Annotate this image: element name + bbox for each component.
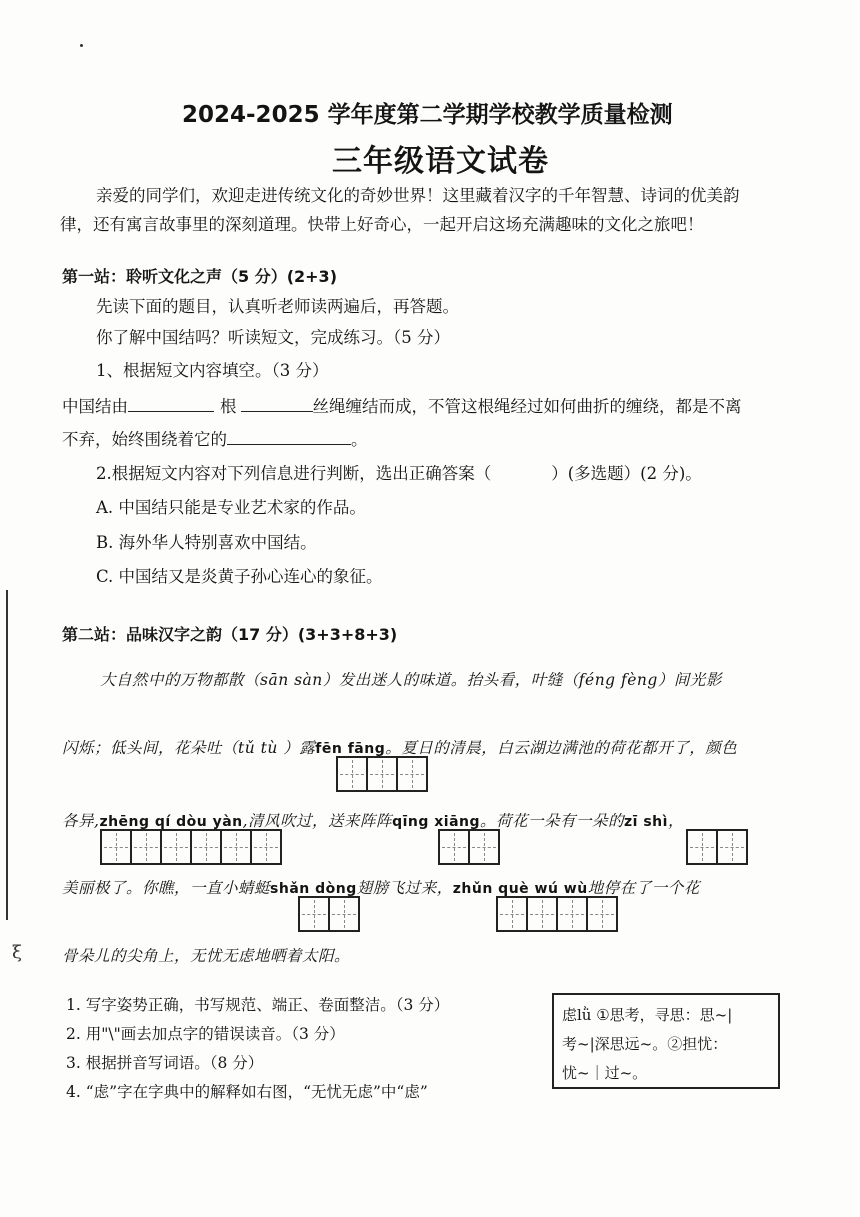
char-box[interactable] bbox=[328, 896, 360, 932]
exam-subtitle: 三年级语文试卷 bbox=[332, 144, 549, 179]
exam-title: 2024-2025 学年度第二学期学校教学质量检测 bbox=[182, 102, 673, 128]
char-box[interactable] bbox=[366, 756, 398, 792]
char-box[interactable] bbox=[716, 829, 748, 865]
pinyin-zhengqidouyan: zhēng qí dòu yàn bbox=[99, 814, 243, 830]
s2-question-3: 3. 根据拼音写词语。（8 分） bbox=[66, 1054, 264, 1072]
boxes-zhunquewuwu[interactable] bbox=[496, 896, 618, 932]
intro-line-1: 亲爱的同学们，欢迎走进传统文化的奇妙世界！这里藏着汉字的千年智慧、诗词的优美韵 bbox=[96, 186, 740, 205]
boxes-zhengqidouyan[interactable] bbox=[100, 829, 282, 865]
char-box[interactable] bbox=[100, 829, 132, 865]
option-a: A. 中国结只能是专业艺术家的作品。 bbox=[96, 498, 366, 517]
passage-4b: 翅膀飞过来， bbox=[356, 879, 453, 897]
passage-3d: ， bbox=[667, 812, 684, 830]
passage-line-5: 骨朵儿的尖角上，无忧无虑地晒着太阳。 bbox=[62, 947, 351, 965]
section1-heading: 第一站：聆听文化之声（5 分）(2+3) bbox=[62, 267, 338, 286]
q1-text-d: 不弃，始终围绕着它的 bbox=[62, 430, 227, 449]
section1-prompt: 你了解中国结吗？听读短文，完成练习。（5 分） bbox=[96, 328, 450, 347]
q1-line-1 bbox=[62, 393, 742, 417]
passage-line-2 bbox=[62, 736, 737, 758]
passage-3a: 各异, bbox=[62, 812, 100, 830]
char-box[interactable] bbox=[556, 896, 588, 932]
dict-line-1: 虑lǜ ①思考，寻思：思~| bbox=[562, 1006, 733, 1024]
s2-question-4: 4. “虑”字在字典中的解释如右图，“无忧无虑”中“虑” bbox=[66, 1083, 428, 1101]
q1-title: 1、根据短文内容填空。（3 分） bbox=[96, 361, 329, 380]
scan-dot bbox=[80, 44, 83, 47]
passage-line-1: 大自然中的万物都散（sān sàn）发出迷人的味道。抬头看，叶缝（féng fèng）间光影 bbox=[100, 671, 722, 689]
char-box[interactable] bbox=[686, 829, 718, 865]
blank-color[interactable] bbox=[241, 395, 313, 412]
boxes-shandong[interactable] bbox=[298, 896, 360, 932]
char-box[interactable] bbox=[160, 829, 192, 865]
boxes-qingxiang[interactable] bbox=[438, 829, 500, 865]
passage-2b: 。夏日的清晨，白云湖边满池的荷花都开了，颜色 bbox=[385, 739, 738, 757]
dict-line-2: 考~|深思远~。②担忧： bbox=[562, 1035, 728, 1053]
option-c: C. 中国结又是炎黄子孙心连心的象征。 bbox=[96, 567, 383, 586]
dictionary-box bbox=[552, 993, 780, 1089]
passage-line-3 bbox=[62, 809, 684, 831]
section1-instruction: 先读下面的题目，认真听老师读两遍后，再答题。 bbox=[96, 297, 459, 316]
char-box[interactable] bbox=[130, 829, 162, 865]
passage-2a: 闪烁；低头间，花朵吐（tǔ tù ）露 bbox=[62, 739, 316, 757]
passage-4c: 地停在了一个花 bbox=[587, 879, 700, 897]
pinyin-shandong: shǎn dòng bbox=[270, 881, 357, 897]
s2-question-1: 1. 写字姿势正确，书写规范、端正、卷面整洁。（3 分） bbox=[66, 996, 450, 1014]
pinyin-zhunquewuwu: zhǔn què wú wù bbox=[452, 881, 588, 897]
char-box[interactable] bbox=[468, 829, 500, 865]
passage-3c: 。荷花一朵有一朵的 bbox=[480, 812, 625, 830]
option-b: B. 海外华人特别喜欢中国结。 bbox=[96, 533, 317, 552]
char-box[interactable] bbox=[336, 756, 368, 792]
char-box[interactable] bbox=[526, 896, 558, 932]
char-box[interactable] bbox=[298, 896, 330, 932]
passage-3b: ,清风吹过，送来阵阵 bbox=[242, 812, 393, 830]
s2-question-2: 2. 用"\"画去加点字的错误读音。（3 分） bbox=[66, 1025, 345, 1043]
section2-heading: 第二站：品味汉字之韵（17 分）(3+3+8+3) bbox=[62, 625, 398, 644]
passage-line-4 bbox=[62, 876, 700, 898]
passage-4a: 美丽极了。你瞧，一直小蜻蜓 bbox=[62, 879, 271, 897]
boxes-zishi[interactable] bbox=[686, 829, 748, 865]
blank-count[interactable] bbox=[128, 395, 214, 412]
char-box[interactable] bbox=[496, 896, 528, 932]
q2-title bbox=[96, 460, 702, 484]
q2-text-a: 2.根据短文内容对下列信息进行判断，选出正确答案（ bbox=[96, 464, 492, 483]
char-box[interactable] bbox=[250, 829, 282, 865]
margin-scribble: ξ bbox=[12, 942, 22, 963]
q1-line-2 bbox=[62, 426, 368, 450]
q1-text-e: 。 bbox=[351, 430, 368, 449]
char-box[interactable] bbox=[396, 756, 428, 792]
boxes-fenfang[interactable] bbox=[336, 756, 428, 792]
margin-line bbox=[6, 590, 8, 920]
char-box[interactable] bbox=[220, 829, 252, 865]
pinyin-zishi: zī shì bbox=[624, 814, 668, 830]
char-box[interactable] bbox=[190, 829, 222, 865]
pinyin-qingxiang: qīng xiāng bbox=[392, 814, 481, 830]
blank-center[interactable] bbox=[227, 428, 351, 445]
dict-line-3: 忧~｜过~。 bbox=[562, 1064, 648, 1082]
q1-text-b: 根 bbox=[220, 397, 237, 416]
char-box[interactable] bbox=[438, 829, 470, 865]
q2-text-b: ）(多选题）(2 分)。 bbox=[551, 464, 702, 483]
pinyin-fenfang: fēn fāng bbox=[315, 741, 386, 757]
intro-line-2: 律，还有寓言故事里的深刻道理。快带上好奇心，一起开启这场充满趣味的文化之旅吧！ bbox=[60, 215, 704, 234]
q1-text-c: 丝绳缠结而成，不管这根绳经过如何曲折的缠绕，都是不离 bbox=[312, 397, 742, 416]
q1-text-a: 中国结由 bbox=[62, 397, 128, 416]
char-box[interactable] bbox=[586, 896, 618, 932]
